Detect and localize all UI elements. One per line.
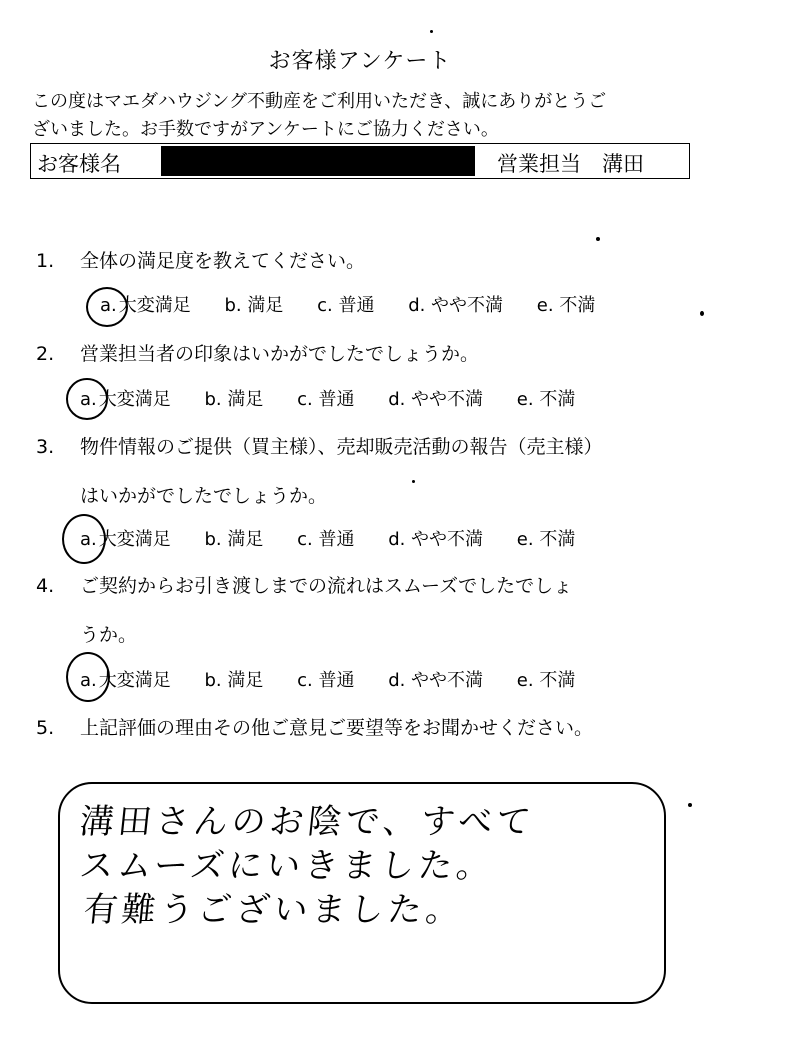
selection-circle (66, 652, 110, 702)
option-a-label: 大変満足 (118, 295, 191, 316)
handwritten-comment-line-3: 有難うございました。 (81, 890, 466, 930)
question-number: 2. (36, 343, 55, 365)
survey-title: お客様アンケート (268, 49, 452, 74)
option-b[interactable]: b. 満足 (204, 670, 264, 691)
option-e[interactable]: e. 不満 (516, 670, 576, 691)
option-e[interactable]: e. 不満 (516, 529, 576, 550)
question-text: ご契約からお引き渡しまでの流れはスムーズでしたでしょ (80, 575, 573, 597)
option-a-label: 大変満足 (98, 529, 171, 550)
question-text: 全体の満足度を教えてください。 (80, 250, 366, 272)
selection-circle (62, 514, 106, 564)
handwritten-comment-line-1: 溝田さんのお陰で、すべて (77, 802, 537, 842)
question-3-continued: はいかがでしたでしょうか。 (80, 485, 328, 507)
question-4 (36, 571, 572, 598)
question-3 (36, 432, 603, 459)
option-d[interactable]: d. やや不満 (388, 670, 484, 691)
sales-staff: 営業担当 溝田 (497, 152, 644, 176)
scan-speck (412, 480, 415, 483)
selection-circle (86, 287, 128, 327)
question-4-options (80, 666, 575, 692)
selection-circle (66, 378, 108, 420)
option-a-label: 大変満足 (98, 670, 171, 691)
option-c[interactable]: c. 普通 (317, 295, 375, 316)
option-a[interactable]: a. (80, 670, 97, 691)
question-3-options (80, 525, 575, 551)
question-number: 3. (36, 436, 55, 458)
option-a[interactable]: a. (80, 529, 97, 550)
question-1 (36, 246, 365, 273)
question-text: 営業担当者の印象はいかがでしたでしょうか。 (80, 343, 480, 365)
question-number: 5. (36, 717, 55, 739)
option-b[interactable]: b. 満足 (204, 389, 264, 410)
option-b[interactable]: b. 満足 (204, 529, 264, 550)
question-2-options (80, 385, 575, 411)
question-number: 4. (36, 575, 55, 597)
option-c[interactable]: c. 普通 (297, 389, 355, 410)
customer-name-label: お客様名 (37, 152, 121, 176)
scan-speck (700, 311, 704, 316)
intro-line-2: ざいました。お手数ですがアンケートにご協力ください。 (32, 119, 499, 140)
question-1-options (100, 291, 595, 317)
handwritten-comment-line-2: スムーズにいきました。 (77, 846, 497, 886)
customer-info-box (30, 143, 690, 179)
question-text: 上記評価の理由その他ご意見ご要望等をお聞かせください。 (80, 717, 594, 739)
question-2 (36, 339, 479, 366)
question-number: 1. (36, 250, 55, 272)
option-d[interactable]: d. やや不満 (388, 389, 484, 410)
option-a[interactable]: a. (80, 389, 97, 410)
redacted-customer-name (161, 146, 475, 176)
option-a[interactable]: a. (100, 295, 117, 316)
option-e[interactable]: e. 不満 (536, 295, 596, 316)
option-d[interactable]: d. やや不満 (408, 295, 504, 316)
scan-speck (430, 30, 433, 33)
intro-line-1: この度はマエダハウジング不動産をご利用いただき、誠にありがとうご (32, 91, 607, 112)
option-b[interactable]: b. 満足 (224, 295, 284, 316)
option-e[interactable]: e. 不満 (516, 389, 576, 410)
option-c[interactable]: c. 普通 (297, 670, 355, 691)
question-text: 物件情報のご提供（買主様）、売却販売活動の報告（売主様） (80, 436, 603, 458)
scan-speck (596, 237, 600, 241)
scan-speck (688, 803, 692, 807)
question-5 (36, 713, 593, 740)
option-d[interactable]: d. やや不満 (388, 529, 484, 550)
question-4-continued: うか。 (80, 624, 138, 646)
option-a-label: 大変満足 (98, 389, 171, 410)
option-c[interactable]: c. 普通 (297, 529, 355, 550)
